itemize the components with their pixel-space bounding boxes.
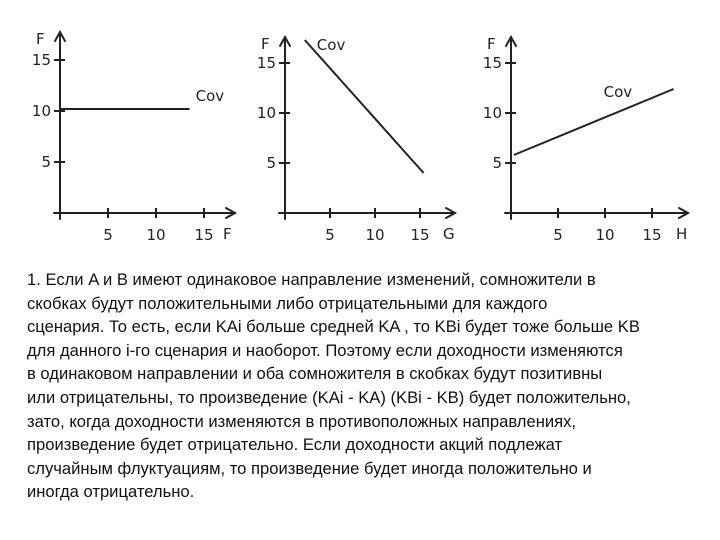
x-tick-label: 10 — [146, 226, 166, 244]
paragraph-line-9: случайным флуктуациям, то произведение будет иногда положительно и — [27, 458, 592, 478]
x-tick-label: 5 — [103, 226, 113, 244]
charts-figure — [0, 0, 720, 260]
cov-line — [305, 40, 424, 173]
y-tick-label: 15 — [31, 51, 51, 69]
y-tick-label: 15 — [256, 54, 276, 72]
paragraph-line-1: 1. Если A и B имеют одинаковое направление изменений, сомножители в — [27, 270, 596, 289]
y-tick-label: 5 — [492, 154, 502, 172]
paragraph-line-6: или отрицательны, то произведение (KAi - KA) (KBi - KB) будет положительно, — [27, 387, 631, 407]
y-tick-label: 10 — [31, 102, 51, 120]
y-axis-label: F — [261, 35, 270, 53]
cov-line — [514, 89, 674, 155]
x-axis-label: H — [676, 225, 688, 243]
y-tick-label: 10 — [482, 104, 502, 122]
x-axis-label: F — [223, 225, 232, 243]
chart-cov-decreasing — [257, 35, 455, 244]
y-tick-label: 10 — [256, 104, 276, 122]
paragraph-line-10: иногда отрицательно. — [27, 482, 195, 502]
paragraph-line-8: произведение будет отрицательно. Если доходности акций подлежат — [27, 435, 563, 455]
y-axis-label: F — [36, 30, 45, 48]
paragraph-line-4: для данного i-го сценария и наоборот. Поэтому если доходности изменяются — [27, 340, 623, 360]
x-tick-label: 5 — [325, 226, 335, 244]
chart-cov-constant — [32, 30, 235, 244]
x-tick-label: 5 — [553, 226, 563, 244]
cov-series-label: Cov — [316, 36, 346, 54]
paragraph-line-3: сценария. То есть, если KAi больше средней KA , то KBi будет тоже больше KB — [27, 317, 640, 337]
x-tick-label: 10 — [595, 226, 615, 244]
y-tick-label: 5 — [41, 153, 51, 171]
x-tick-label: 15 — [194, 226, 214, 244]
y-tick-label: 15 — [482, 54, 502, 72]
cov-series-label: Cov — [603, 83, 633, 101]
paragraph-line-5: в одинаковом направлении и оба сомножителя в скобках будут позитивны — [27, 364, 603, 384]
x-tick-label: 15 — [642, 226, 662, 244]
x-tick-label: 10 — [365, 226, 385, 244]
paragraph-line-7: зато, когда доходности изменяются в противоположных направлениях, — [27, 411, 577, 431]
chart-cov-increasing — [483, 35, 688, 244]
y-axis-label: F — [487, 35, 496, 53]
explanation-paragraph — [27, 268, 707, 504]
paragraph-line-2: скобках будут положительными либо отрицательными для каждого — [27, 293, 548, 313]
cov-series-label: Cov — [195, 86, 225, 105]
x-axis-label: G — [443, 225, 455, 243]
y-tick-label: 5 — [266, 154, 276, 172]
x-tick-label: 15 — [410, 226, 430, 244]
